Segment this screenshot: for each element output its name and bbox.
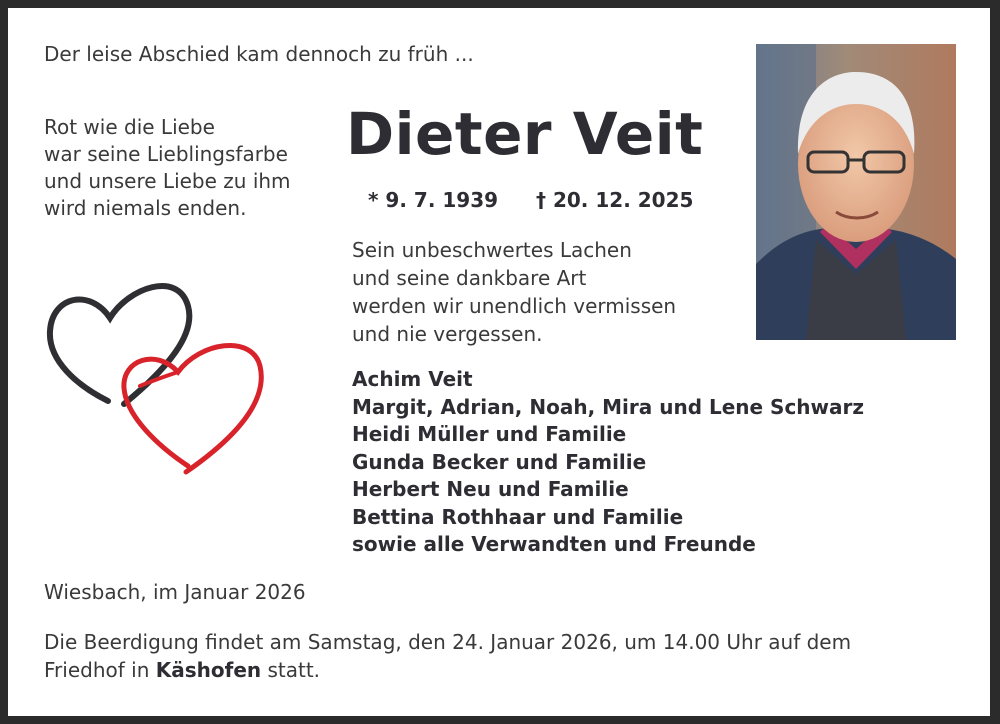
funeral-line-2: [44, 656, 851, 684]
mourner: sowie alle Verwandten und Freunde: [352, 532, 756, 556]
poem-line: und unsere Liebe zu ihm: [44, 169, 291, 193]
funeral-notice: [44, 628, 851, 684]
poem-line: Rot wie die Liebe: [44, 115, 215, 139]
verse-line: Sein unbeschwertes Lachen: [352, 238, 632, 262]
birth-date: * 9. 7. 1939: [368, 188, 499, 212]
verse: [352, 236, 676, 348]
red-heart-icon: [124, 345, 261, 472]
mourners-list: [352, 366, 864, 559]
portrait-image: [756, 44, 956, 340]
two-hearts-icon: [38, 276, 268, 476]
mourner: Bettina Rothhaar und Familie: [352, 504, 684, 529]
place-and-date: Wiesbach, im Januar 2026: [44, 580, 306, 604]
mourner: Margit, Adrian, Noah, Mira und Lene Schwarz: [352, 394, 865, 419]
intro-line: Der leise Abschied kam dennoch zu früh ...: [44, 42, 474, 66]
poem-line: wird niemals enden.: [44, 196, 247, 220]
poem: [44, 114, 344, 222]
poem-line: war seine Lieblingsfarbe: [44, 142, 288, 166]
verse-line: und nie vergessen.: [352, 322, 543, 346]
mourner: Herbert Neu und Familie: [352, 477, 629, 501]
portrait-photo: [756, 44, 956, 340]
verse-line: werden wir unendlich vermissen: [352, 294, 677, 318]
mourner: Achim Veit: [352, 367, 473, 391]
mourner: Gunda Becker und Familie: [352, 449, 647, 474]
death-date: † 20. 12. 2025: [536, 188, 694, 212]
funeral-suffix: statt.: [261, 658, 321, 682]
dark-heart-icon: [50, 286, 189, 404]
deceased-name: Dieter Veit: [346, 100, 704, 168]
mourner: Heidi Müller und Familie: [352, 422, 627, 446]
verse-line: und seine dankbare Art: [352, 266, 587, 290]
funeral-line-1: Die Beerdigung findet am Samstag, den 24. Januar 2026, um 14.00 Uhr auf dem: [44, 630, 852, 654]
obituary-card: [8, 8, 990, 716]
funeral-location: Käshofen: [155, 658, 262, 682]
funeral-prefix: Friedhof in: [44, 658, 156, 682]
